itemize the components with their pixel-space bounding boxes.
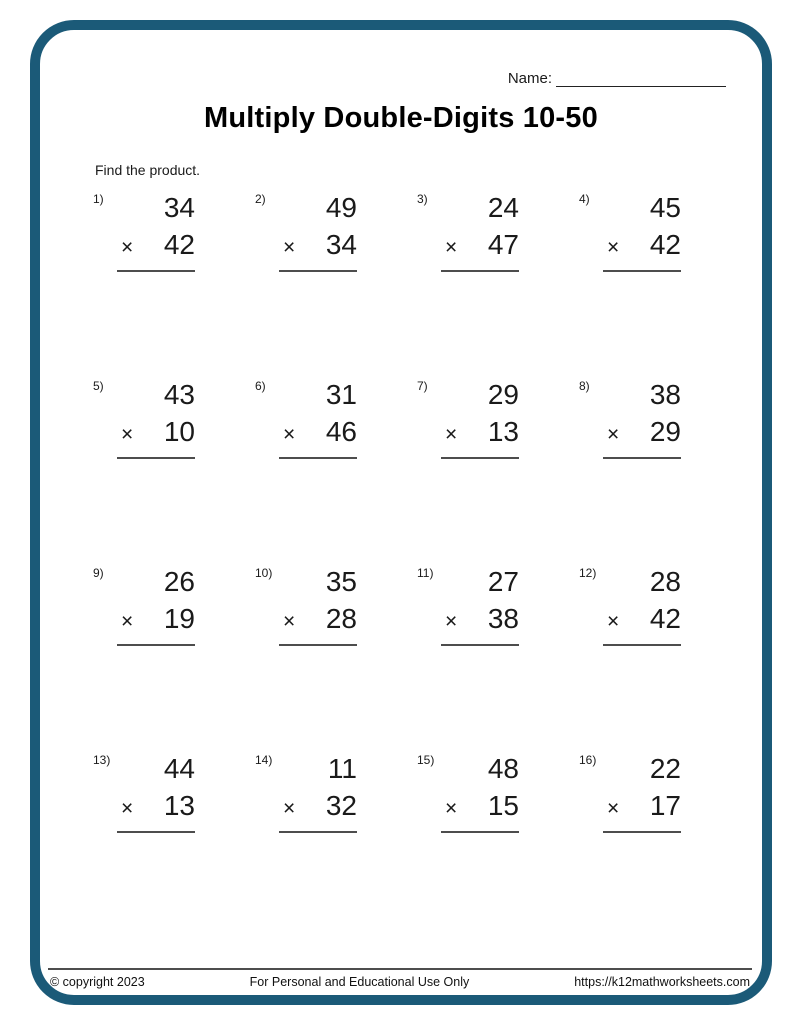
problem-number: 10) — [255, 566, 273, 580]
multiply-sign: × — [445, 236, 458, 259]
multiplier: 42 — [649, 229, 681, 260]
name-label: Name: — [507, 70, 552, 87]
multiplicand: 43 — [163, 379, 195, 410]
multiplier: 29 — [649, 416, 681, 447]
multiplier: 34 — [325, 229, 357, 260]
problem-number: 1) — [93, 192, 104, 206]
multiply-sign: × — [283, 797, 296, 820]
footer-copyright: © copyright 2023 — [50, 975, 145, 989]
multiplier: 28 — [325, 603, 357, 634]
problem-work — [441, 751, 519, 833]
multiplier-row — [441, 600, 519, 641]
multiply-sign: × — [607, 797, 620, 820]
problem-work — [279, 751, 357, 833]
problem — [417, 190, 579, 377]
problem-number: 14) — [255, 753, 273, 767]
answer-line — [117, 457, 195, 459]
answer-line — [117, 644, 195, 646]
problem — [417, 751, 579, 938]
multiplicand: 24 — [487, 192, 519, 223]
problem-number: 8) — [579, 379, 590, 393]
multiplier-row — [441, 226, 519, 267]
multiply-sign: × — [445, 423, 458, 446]
problem-number: 4) — [579, 192, 590, 206]
multiply-sign: × — [121, 423, 134, 446]
multiply-sign: × — [607, 236, 620, 259]
answer-line — [603, 831, 681, 833]
problem — [93, 751, 255, 938]
answer-line — [441, 644, 519, 646]
multiplier-row — [117, 413, 195, 454]
multiplier-row — [603, 226, 681, 267]
footer-divider — [48, 968, 752, 970]
footer-row — [48, 975, 752, 989]
multiplier-row — [279, 787, 357, 828]
answer-line — [441, 457, 519, 459]
problem — [255, 377, 417, 564]
multiplier: 10 — [163, 416, 195, 447]
multiplicand: 11 — [327, 753, 357, 784]
multiplier-row — [441, 787, 519, 828]
multiplicand: 44 — [163, 753, 195, 784]
problem — [255, 190, 417, 377]
problem — [579, 564, 741, 751]
problem-number: 15) — [417, 753, 435, 767]
problem — [417, 377, 579, 564]
multiplier-row — [279, 600, 357, 641]
multiplicand: 22 — [649, 753, 681, 784]
multiplier-row — [279, 413, 357, 454]
problem — [255, 564, 417, 751]
multiplicand: 26 — [163, 566, 195, 597]
multiplicand: 38 — [649, 379, 681, 410]
multiplicand: 31 — [325, 379, 357, 410]
footer — [48, 968, 752, 989]
multiplier: 17 — [649, 790, 681, 821]
problem-number: 16) — [579, 753, 597, 767]
multiplier-row — [441, 413, 519, 454]
multiplier: 42 — [163, 229, 195, 260]
footer-usage: For Personal and Educational Use Only — [249, 975, 470, 989]
multiplier: 46 — [325, 416, 357, 447]
multiplier: 13 — [163, 790, 195, 821]
multiplier-row — [603, 787, 681, 828]
problem-number: 6) — [255, 379, 266, 393]
name-row — [508, 70, 726, 87]
multiplier-row — [603, 413, 681, 454]
multiplicand: 29 — [487, 379, 519, 410]
multiplier-row — [279, 226, 357, 267]
multiplier-row — [117, 226, 195, 267]
problem-work — [279, 190, 357, 272]
multiplicand: 28 — [649, 566, 681, 597]
problem-number: 11) — [417, 566, 434, 580]
problem — [93, 190, 255, 377]
multiply-sign: × — [283, 423, 296, 446]
multiply-sign: × — [607, 610, 620, 633]
problem — [579, 751, 741, 938]
multiplicand: 49 — [325, 192, 357, 223]
multiplier: 38 — [487, 603, 519, 634]
problem-work — [441, 190, 519, 272]
problem-number: 2) — [255, 192, 266, 206]
problem-number: 7) — [417, 379, 428, 393]
answer-line — [279, 831, 357, 833]
multiplicand: 35 — [325, 566, 357, 597]
footer-url: https://k12mathworksheets.com — [574, 975, 750, 989]
problem-work — [279, 377, 357, 459]
problem-work — [279, 564, 357, 646]
multiplier: 19 — [163, 603, 195, 634]
page-title: Multiply Double-Digits 10-50 — [204, 102, 598, 134]
multiplier: 13 — [487, 416, 519, 447]
problem — [579, 190, 741, 377]
problem-work — [441, 377, 519, 459]
answer-line — [117, 831, 195, 833]
problem-number: 3) — [417, 192, 428, 206]
multiplier: 42 — [649, 603, 681, 634]
answer-line — [279, 270, 357, 272]
problem-work — [603, 377, 681, 459]
problems-grid — [93, 190, 741, 938]
answer-line — [441, 831, 519, 833]
problem-work — [117, 377, 195, 459]
problem-number: 9) — [93, 566, 104, 580]
multiplier: 15 — [487, 790, 519, 821]
multiplicand: 34 — [163, 192, 195, 223]
multiplier: 32 — [325, 790, 357, 821]
worksheet-frame — [30, 20, 772, 1005]
multiply-sign: × — [283, 610, 296, 633]
answer-line — [603, 270, 681, 272]
multiplier-row — [117, 787, 195, 828]
multiplier-row — [603, 600, 681, 641]
problem-work — [117, 751, 195, 833]
answer-line — [441, 270, 519, 272]
answer-line — [279, 457, 357, 459]
multiply-sign: × — [607, 423, 620, 446]
problem-number: 12) — [579, 566, 597, 580]
multiply-sign: × — [283, 236, 296, 259]
problem — [93, 564, 255, 751]
answer-line — [603, 457, 681, 459]
instruction-text: Find the product. — [95, 162, 201, 178]
problem-number: 5) — [93, 379, 104, 393]
problem-work — [603, 190, 681, 272]
multiply-sign: × — [121, 610, 134, 633]
multiplicand: 48 — [487, 753, 519, 784]
problem-work — [603, 564, 681, 646]
multiplicand: 27 — [487, 566, 519, 597]
problem — [93, 377, 255, 564]
multiplicand: 45 — [649, 192, 681, 223]
answer-line — [279, 644, 357, 646]
problem — [255, 751, 417, 938]
problem-number: 13) — [93, 753, 111, 767]
multiply-sign: × — [121, 797, 134, 820]
problem-work — [117, 564, 195, 646]
multiply-sign: × — [121, 236, 134, 259]
problem-work — [441, 564, 519, 646]
multiply-sign: × — [445, 797, 458, 820]
problem-work — [117, 190, 195, 272]
answer-line — [117, 270, 195, 272]
name-blank-line — [556, 71, 726, 87]
multiply-sign: × — [445, 610, 458, 633]
multiplier: 47 — [487, 229, 519, 260]
answer-line — [603, 644, 681, 646]
problem — [579, 377, 741, 564]
multiplier-row — [117, 600, 195, 641]
problem-work — [603, 751, 681, 833]
problem — [417, 564, 579, 751]
